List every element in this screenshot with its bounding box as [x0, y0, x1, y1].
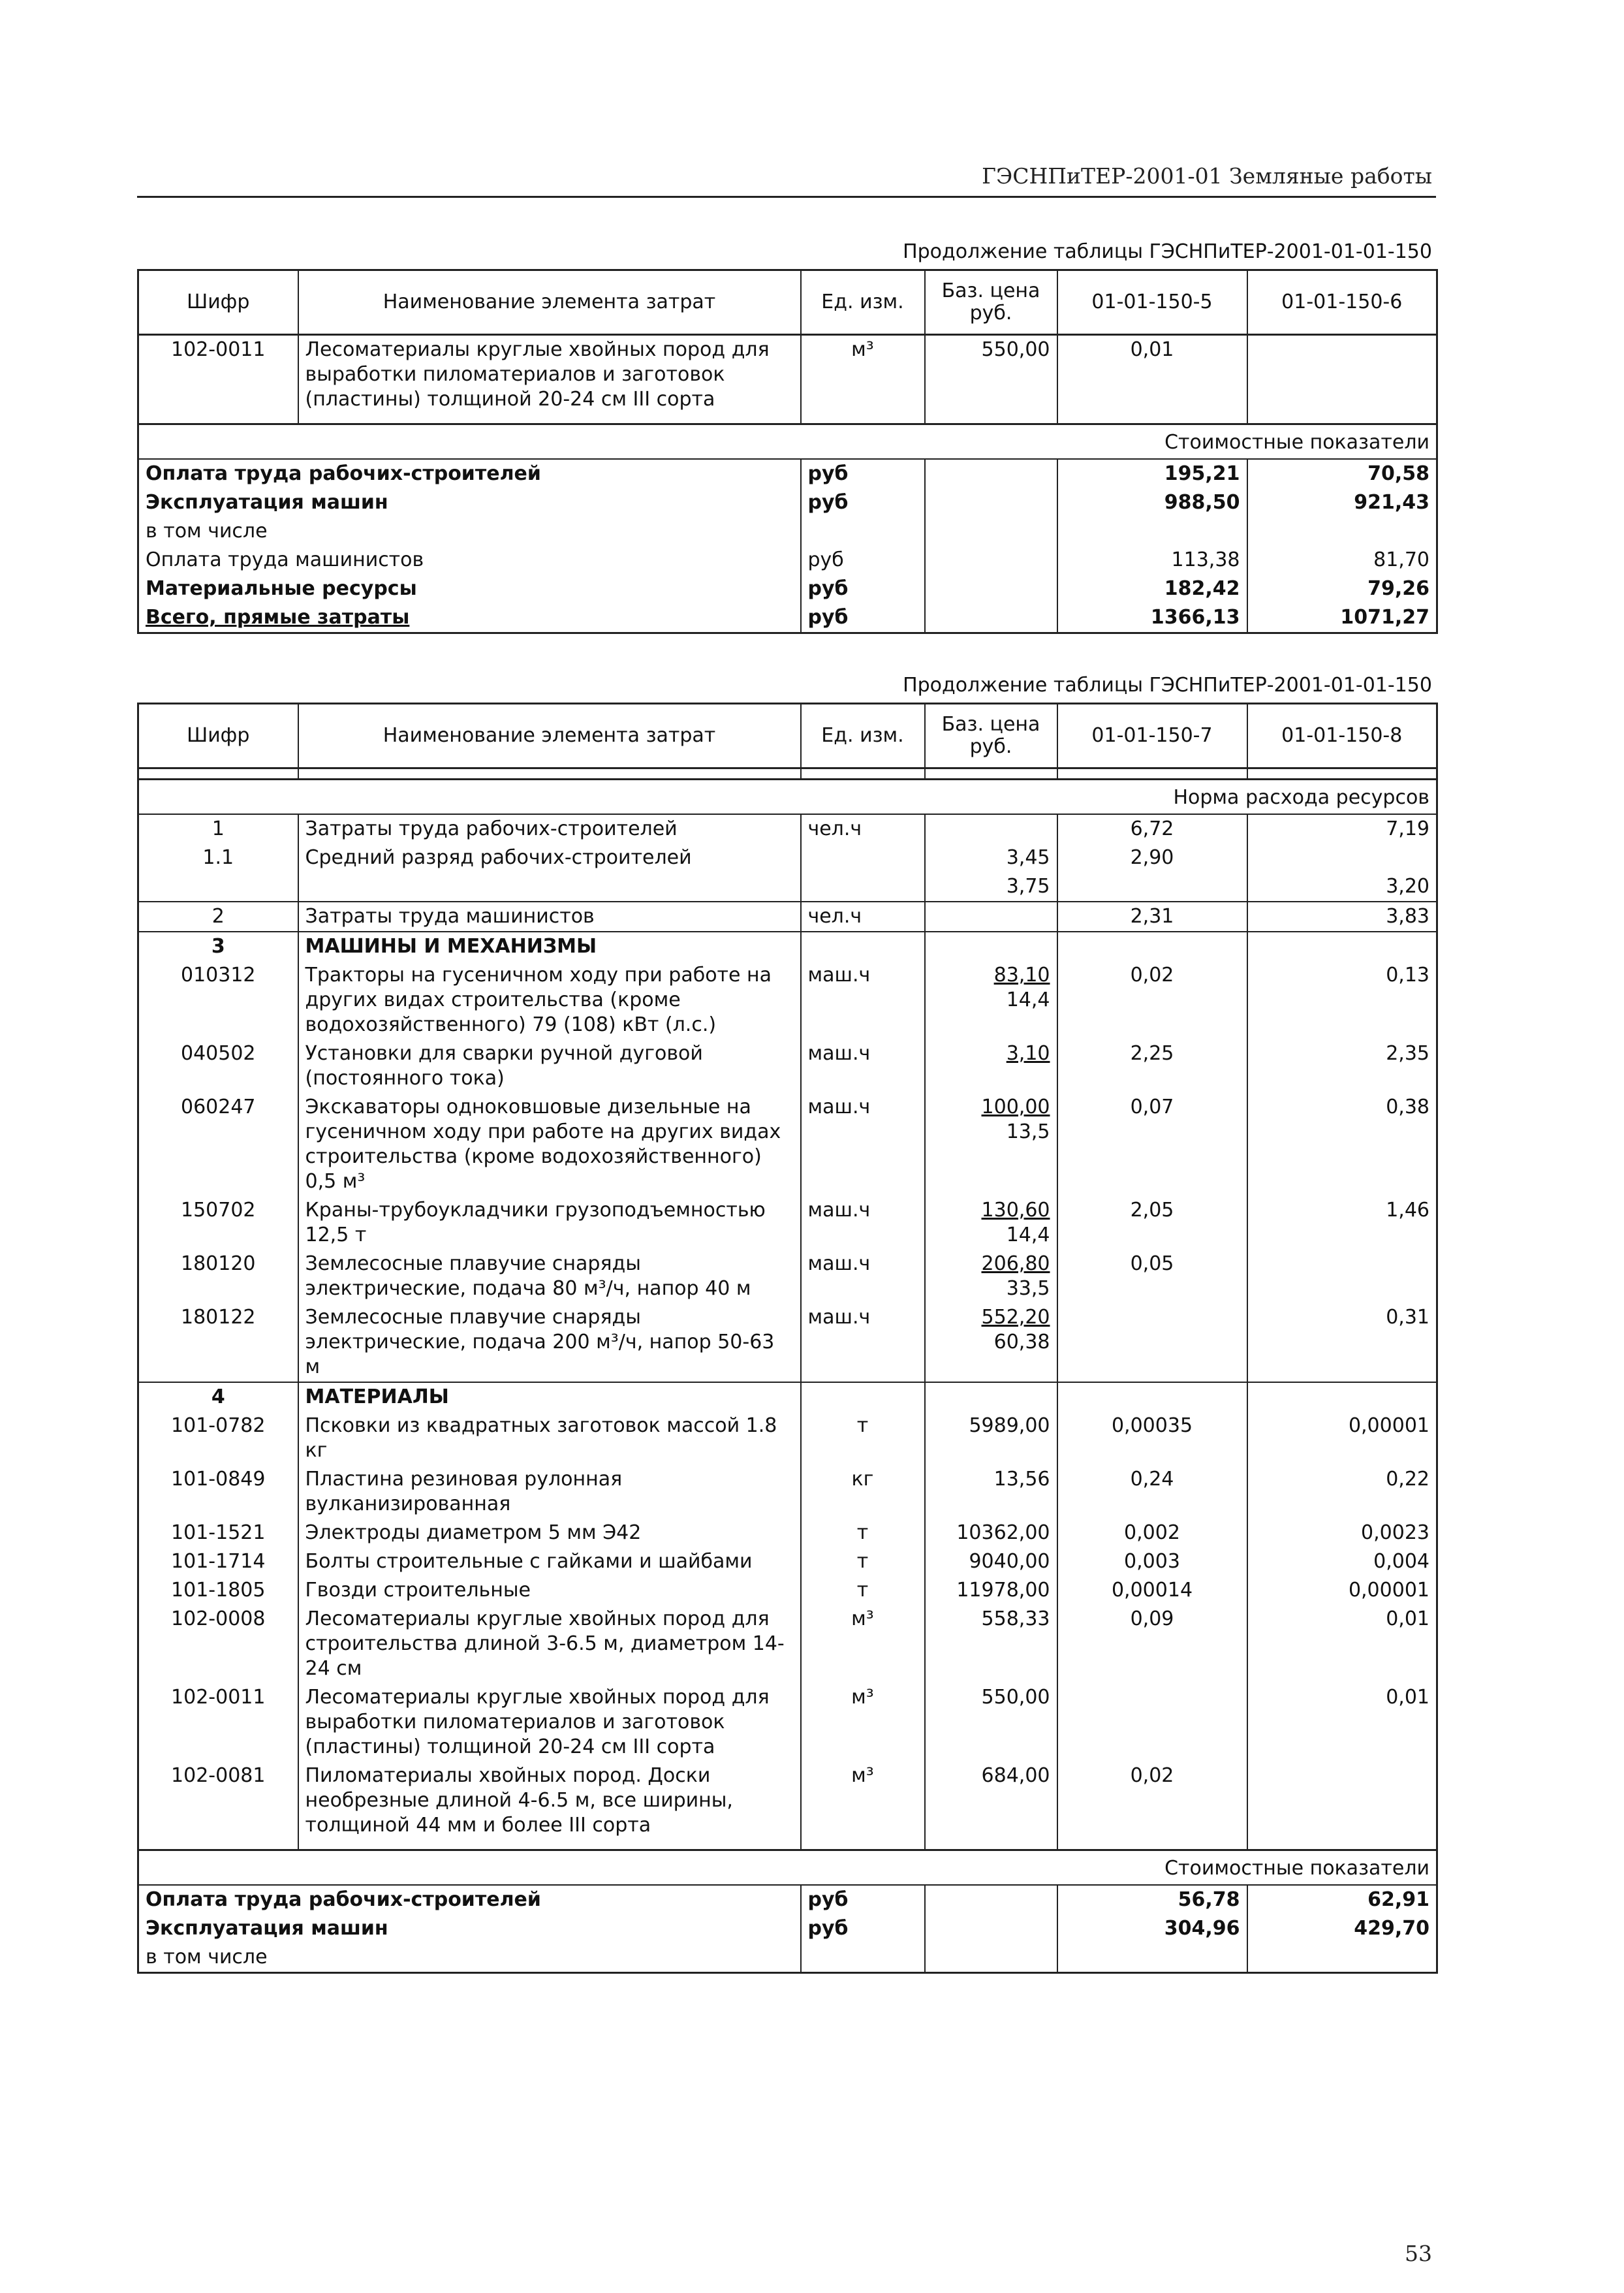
cost-label: Оплата труда рабочих-строителей [138, 1885, 801, 1914]
name-cell: Гвозди строительные [298, 1576, 801, 1605]
section-title: МАШИНЫ И МЕХАНИЗМЫ [298, 932, 801, 961]
cost-v2: 429,70 [1247, 1914, 1437, 1943]
cost-label: Всего, прямые затраты [138, 603, 801, 633]
name-cell: Болты строительные с гайками и шайбами [298, 1547, 801, 1576]
table-row [138, 1250, 1437, 1303]
running-header: ГЭСНПиТЕР-2001-01 Земляные работы [982, 163, 1432, 189]
cost-v2: 79,26 [1247, 575, 1437, 603]
cost-unit: руб [801, 575, 925, 603]
price-secondary: 60,38 [993, 1331, 1050, 1353]
value-cell: 0,01 [1057, 335, 1247, 415]
name-cell: Электроды диаметром 5 мм Э42 [298, 1519, 801, 1547]
cost-row [138, 603, 1437, 633]
col-v1-header: 01-01-150-5 [1057, 270, 1247, 335]
cost-row [138, 459, 1437, 488]
price-cell: 550,00 [925, 335, 1057, 415]
table-row [138, 1547, 1437, 1576]
band-row [138, 1850, 1437, 1886]
band-row [138, 424, 1437, 460]
table-row [138, 1683, 1437, 1762]
unit-cell: м³ [801, 335, 925, 415]
cost-v2: 1071,27 [1247, 603, 1437, 633]
price-secondary: 33,5 [1006, 1277, 1050, 1300]
value-cell: 0,13 [1247, 961, 1437, 1039]
code-cell: 010312 [138, 961, 298, 1039]
value-cell: 0,09 [1057, 1605, 1247, 1683]
machines-list [138, 961, 1437, 1382]
price-cell: 10362,00 [925, 1519, 1057, 1547]
price-cell: 5989,00 [925, 1412, 1057, 1465]
name-cell: Псковки из квадратных заготовок массой 1.8 кг [298, 1412, 801, 1465]
code-cell: 180120 [138, 1250, 298, 1303]
name-cell: Пластина резиновая рулонная вулканизированная [298, 1465, 801, 1519]
value-cell: 0,02 [1057, 961, 1247, 1039]
cost-label: Материальные ресурсы [138, 575, 801, 603]
cost-v2: 70,58 [1247, 459, 1437, 488]
unit-cell: чел.ч [801, 902, 925, 932]
name-cell: Землесосные плавучие снаряды электрические, подача 200 м³/ч, напор 50-63 м [298, 1303, 801, 1382]
price-cell: 11978,00 [925, 1576, 1057, 1605]
name-cell: Лесоматериалы круглые хвойных пород для выработки пиломатериалов и заготовок (пластины) толщиной 20-24 см III сорта [298, 1683, 801, 1762]
cost-unit: руб [801, 1885, 925, 1914]
price-value: 3,10 [1006, 1042, 1050, 1065]
value-cell [1247, 335, 1437, 415]
table-row [138, 1093, 1437, 1196]
table-row [138, 1303, 1437, 1382]
unit-cell: маш.ч [801, 961, 925, 1039]
table2-caption: Продолжение таблицы ГЭСНПиТЕР-2001-01-01-150 [903, 674, 1432, 697]
cost-v1: 113,38 [1057, 546, 1247, 575]
page-number: 53 [1405, 2241, 1432, 2266]
value-cell: 0,02 [1057, 1762, 1247, 1840]
value-cell: 0,01 [1247, 1605, 1437, 1683]
table-row [138, 1605, 1437, 1683]
price-secondary: 13,5 [1006, 1120, 1050, 1143]
col-price-header: Баз. цена руб. [925, 704, 1057, 768]
name-cell: Тракторы на гусеничном ходу при работе на других видах строительства (кроме водохозяйственного) 79 (108) кВт (л.с.) [298, 961, 801, 1039]
cost-unit: руб [801, 546, 925, 575]
price-value: 83,10 [993, 964, 1050, 987]
cost-unit: руб [801, 603, 925, 633]
cost-row [138, 1914, 1437, 1943]
price-secondary: 14,4 [1006, 1224, 1050, 1246]
cost-v2: 62,91 [1247, 1885, 1437, 1914]
band-label: Стоимостные показатели [138, 1850, 1437, 1886]
unit-cell: чел.ч [801, 814, 925, 844]
name-cell: Лесоматериалы круглые хвойных пород для строительства длиной 3-6.5 м, диаметром 14-24 см [298, 1605, 801, 1683]
unit-cell: маш.ч [801, 1196, 925, 1250]
table-row [138, 902, 1437, 932]
unit-cell: т [801, 1519, 925, 1547]
cost-row [138, 575, 1437, 603]
value-cell: 0,003 [1057, 1547, 1247, 1576]
code-cell: 3 [138, 932, 298, 961]
cost-label: Оплата труда рабочих-строителей [138, 459, 801, 488]
cost-v2: 921,43 [1247, 488, 1437, 517]
value-cell [1057, 1683, 1247, 1762]
name-cell: Краны-трубоукладчики грузоподъемностью 12,5 т [298, 1196, 801, 1250]
col-unit-header: Ед. изм. [801, 270, 925, 335]
table-row [138, 1196, 1437, 1250]
value-cell: 2,05 [1057, 1196, 1247, 1250]
value-cell: 0,0023 [1247, 1519, 1437, 1547]
cost-v1: 56,78 [1057, 1885, 1247, 1914]
value-cell: 0,31 [1247, 1303, 1437, 1382]
value-cell: 3,20 [1247, 872, 1437, 902]
code-cell: 101-0782 [138, 1412, 298, 1465]
name-cell: Землесосные плавучие снаряды электрические, подача 80 м³/ч, напор 40 м [298, 1250, 801, 1303]
code-cell: 102-0011 [138, 335, 298, 415]
cost-label: Эксплуатация машин [138, 1914, 801, 1943]
price-secondary: 14,4 [1006, 988, 1050, 1011]
value-cell: 1,46 [1247, 1196, 1437, 1250]
value-cell: 6,72 [1057, 814, 1247, 844]
cost-v2: 81,70 [1247, 546, 1437, 575]
cost-row [138, 488, 1437, 517]
cost-row [138, 1885, 1437, 1914]
value-cell: 2,90 [1057, 844, 1247, 872]
unit-cell: т [801, 1547, 925, 1576]
unit-cell: маш.ч [801, 1250, 925, 1303]
price-cell [925, 1303, 1057, 1382]
value-cell: 0,004 [1247, 1547, 1437, 1576]
price-value: 130,60 [981, 1199, 1050, 1222]
table-row [138, 1039, 1437, 1093]
price-cell: 3,45 [925, 844, 1057, 872]
price-cell [925, 1250, 1057, 1303]
cost-v1: 304,96 [1057, 1914, 1247, 1943]
col-v2-header: 01-01-150-6 [1247, 270, 1437, 335]
code-cell: 180122 [138, 1303, 298, 1382]
price-cell: 3,75 [925, 872, 1057, 902]
unit-cell: кг [801, 1465, 925, 1519]
price-value: 100,00 [981, 1096, 1050, 1118]
code-cell: 2 [138, 902, 298, 932]
table-row [138, 335, 1437, 415]
value-cell: 0,00001 [1247, 1412, 1437, 1465]
value-cell: 0,002 [1057, 1519, 1247, 1547]
value-cell: 0,00001 [1247, 1576, 1437, 1605]
section-row-machines [138, 932, 1437, 961]
col-v2-header: 01-01-150-8 [1247, 704, 1437, 768]
code-cell: 102-0081 [138, 1762, 298, 1840]
col-v1-header: 01-01-150-7 [1057, 704, 1247, 768]
value-cell [1247, 1762, 1437, 1840]
band-label: Стоимостные показатели [138, 424, 1437, 460]
unit-cell: маш.ч [801, 1093, 925, 1196]
code-cell: 101-1521 [138, 1519, 298, 1547]
code-cell: 060247 [138, 1093, 298, 1196]
unit-cell: м³ [801, 1605, 925, 1683]
name-cell: Затраты труда рабочих-строителей [298, 814, 801, 844]
cost-unit: руб [801, 459, 925, 488]
col-name-header: Наименование элемента затрат [298, 704, 801, 768]
value-cell: 3,83 [1247, 902, 1437, 932]
table-row [138, 872, 1437, 902]
cost-v1: 1366,13 [1057, 603, 1247, 633]
value-cell: 0,38 [1247, 1093, 1437, 1196]
value-cell: 7,19 [1247, 814, 1437, 844]
price-cell: 9040,00 [925, 1547, 1057, 1576]
name-cell: Пиломатериалы хвойных пород. Доски необрезные длиной 4-6.5 м, все ширины, толщиной 44 мм и более III сорта [298, 1762, 801, 1840]
code-cell: 101-0849 [138, 1465, 298, 1519]
code-cell: 4 [138, 1382, 298, 1412]
code-cell: 040502 [138, 1039, 298, 1093]
table1 [137, 269, 1438, 634]
table1-header-row [138, 270, 1437, 335]
table-row [138, 1465, 1437, 1519]
col-name-header: Наименование элемента затрат [298, 270, 801, 335]
table1-caption: Продолжение таблицы ГЭСНПиТЕР-2001-01-01-150 [903, 240, 1432, 263]
cost-row [138, 517, 1437, 546]
cost-row [138, 546, 1437, 575]
cost-row [138, 1943, 1437, 1973]
price-cell [925, 1196, 1057, 1250]
unit-cell: м³ [801, 1762, 925, 1840]
col-price-header: Баз. цена руб. [925, 270, 1057, 335]
name-cell: Экскаваторы одноковшовые дизельные на гусеничном ходу при работе на других видах строительства (кроме водохозяйственного) 0,5 м³ [298, 1093, 801, 1196]
materials-list [138, 1412, 1437, 1840]
cost-label: Оплата труда машинистов [138, 546, 801, 575]
header-rule [137, 196, 1436, 198]
table-row [138, 1576, 1437, 1605]
table2 [137, 703, 1438, 1974]
value-cell: 0,05 [1057, 1250, 1247, 1303]
cost-label: Эксплуатация машин [138, 488, 801, 517]
name-cell: Установки для сварки ручной дуговой (постоянного тока) [298, 1039, 801, 1093]
code-cell: 101-1714 [138, 1547, 298, 1576]
price-cell [925, 1039, 1057, 1093]
unit-cell: т [801, 1412, 925, 1465]
value-cell: 2,31 [1057, 902, 1247, 932]
unit-cell: т [801, 1576, 925, 1605]
section-title: МАТЕРИАЛЫ [298, 1382, 801, 1412]
cost-unit: руб [801, 1914, 925, 1943]
cost-label: в том числе [138, 517, 801, 546]
value-cell [1247, 1250, 1437, 1303]
price-cell: 684,00 [925, 1762, 1057, 1840]
col-code-header: Шифр [138, 704, 298, 768]
name-cell: Затраты труда машинистов [298, 902, 801, 932]
value-cell: 0,07 [1057, 1093, 1247, 1196]
price-cell: 13,56 [925, 1465, 1057, 1519]
code-cell: 102-0011 [138, 1683, 298, 1762]
table-row [138, 1412, 1437, 1465]
name-cell: Лесоматериалы круглые хвойных пород для выработки пиломатериалов и заготовок (пластины) толщиной 20-24 см III сорта [298, 335, 801, 415]
band-row [138, 780, 1437, 815]
price-value: 206,80 [981, 1252, 1050, 1275]
table-row [138, 1519, 1437, 1547]
section-row-materials [138, 1382, 1437, 1412]
value-cell: 0,22 [1247, 1465, 1437, 1519]
col-code-header: Шифр [138, 270, 298, 335]
price-cell [925, 961, 1057, 1039]
unit-cell: м³ [801, 1683, 925, 1762]
name-cell: Средний разряд рабочих-строителей [298, 844, 801, 872]
price-cell: 558,33 [925, 1605, 1057, 1683]
price-cell [925, 1093, 1057, 1196]
value-cell [1057, 1303, 1247, 1382]
code-cell: 1 [138, 814, 298, 844]
price-cell: 550,00 [925, 1683, 1057, 1762]
unit-cell: маш.ч [801, 1303, 925, 1382]
code-cell: 102-0008 [138, 1605, 298, 1683]
table-row [138, 844, 1437, 872]
cost-label: в том числе [138, 1943, 801, 1973]
value-cell: 0,24 [1057, 1465, 1247, 1519]
unit-cell: маш.ч [801, 1039, 925, 1093]
code-cell: 1.1 [138, 844, 298, 872]
band-label: Норма расхода ресурсов [138, 780, 1437, 815]
cost-v1: 195,21 [1057, 459, 1247, 488]
value-cell: 0,00014 [1057, 1576, 1247, 1605]
cost-v1: 988,50 [1057, 488, 1247, 517]
col-unit-header: Ед. изм. [801, 704, 925, 768]
cost-unit: руб [801, 488, 925, 517]
table-row [138, 1762, 1437, 1840]
code-cell: 150702 [138, 1196, 298, 1250]
value-cell: 0,00035 [1057, 1412, 1247, 1465]
code-cell: 101-1805 [138, 1576, 298, 1605]
table-row [138, 814, 1437, 844]
table2-header-row [138, 704, 1437, 768]
table-row [138, 961, 1437, 1039]
value-cell: 2,25 [1057, 1039, 1247, 1093]
value-cell: 0,01 [1247, 1683, 1437, 1762]
price-value: 552,20 [981, 1306, 1050, 1329]
value-cell: 2,35 [1247, 1039, 1437, 1093]
cost-v1: 182,42 [1057, 575, 1247, 603]
